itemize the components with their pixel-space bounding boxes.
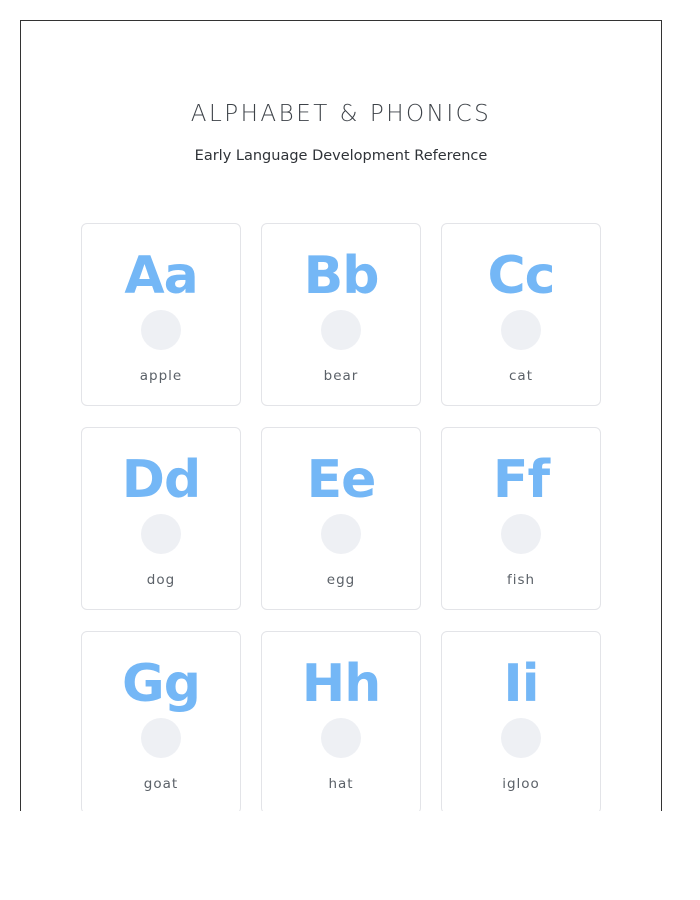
letter-card-grid <box>81 223 601 811</box>
letter-card-i <box>441 631 601 811</box>
letter-pair: Gg <box>122 654 200 714</box>
picture-placeholder <box>501 718 541 758</box>
letter-card-b <box>261 223 421 406</box>
page-title: ALPHABET & PHONICS <box>190 101 492 127</box>
letter-pair: Hh <box>301 654 381 714</box>
picture-placeholder <box>321 310 361 350</box>
example-word: cat <box>509 368 533 384</box>
letter-pair: Bb <box>303 246 379 306</box>
example-word: bear <box>323 368 359 384</box>
letter-pair: Dd <box>121 450 201 510</box>
picture-placeholder <box>141 514 181 554</box>
letter-card-c <box>441 223 601 406</box>
picture-placeholder <box>321 718 361 758</box>
picture-placeholder <box>141 310 181 350</box>
example-word: fish <box>506 572 536 588</box>
letter-pair: Cc <box>487 246 555 306</box>
letter-pair: Ii <box>503 654 539 714</box>
example-word: hat <box>328 776 354 792</box>
example-word: goat <box>143 776 179 792</box>
example-word: egg <box>326 572 356 588</box>
letter-card-f <box>441 427 601 610</box>
page-subtitle: Early Language Development Reference <box>194 148 488 164</box>
letter-card-e <box>261 427 421 610</box>
letter-card-h <box>261 631 421 811</box>
letter-pair: Aa <box>124 246 198 306</box>
letter-pair: Ee <box>306 450 376 510</box>
picture-placeholder <box>321 514 361 554</box>
phonics-sheet <box>20 20 662 811</box>
letter-card-g <box>81 631 241 811</box>
example-word: igloo <box>502 776 540 792</box>
picture-placeholder <box>501 310 541 350</box>
picture-placeholder <box>141 718 181 758</box>
example-word: dog <box>146 572 176 588</box>
letter-card-d <box>81 427 241 610</box>
picture-placeholder <box>501 514 541 554</box>
letter-card-a <box>81 223 241 406</box>
example-word: apple <box>139 368 183 384</box>
letter-pair: Ff <box>492 450 550 510</box>
